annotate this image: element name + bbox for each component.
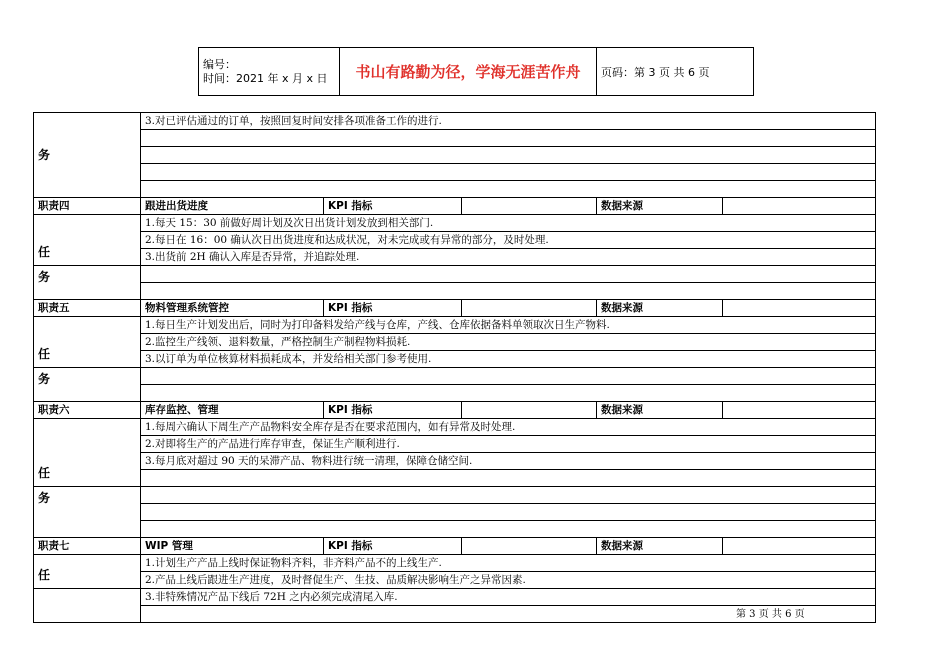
task-side-label: 务 xyxy=(34,487,141,538)
task-row xyxy=(34,555,876,572)
kpi-value xyxy=(462,402,597,419)
task-text: 3.出货前 2H 确认入库是否异常，并追踪处理. xyxy=(141,249,876,266)
page-footer: 第 3 页 共 6 页 xyxy=(736,609,805,620)
task-text: 2.每日在 16：00 确认次日出货进度和达成状况，对未完成或有异常的部分，及时处理. xyxy=(141,232,876,249)
kpi-value xyxy=(462,538,597,555)
task-row xyxy=(34,487,876,504)
task-side-label: 任 xyxy=(34,317,141,368)
task-row xyxy=(34,283,876,300)
task-text xyxy=(141,368,876,385)
task-text: 3.对已评估通过的订单，按照回复时间安排各项准备工作的进行. xyxy=(141,113,876,130)
task-text xyxy=(141,504,876,521)
task-row xyxy=(34,572,876,589)
task-text: 1.每天 15：30 前做好周计划及次日出货计划发放到相关部门. xyxy=(141,215,876,232)
time-label: 时间：2021 年 x 月 x 日 xyxy=(203,71,328,85)
duty-row xyxy=(34,198,876,215)
task-text xyxy=(141,470,876,487)
source-value xyxy=(723,300,876,317)
task-row xyxy=(34,249,876,266)
task-text xyxy=(141,147,876,164)
task-row xyxy=(34,334,876,351)
task-text: 1.每日生产计划发出后，同时为打印备料发给产线与仓库，产线、仓库依据备料单领取次日生产物料. xyxy=(141,317,876,334)
task-text: 3.每月底对超过 90 天的呆滞产品、物料进行统一清理，保障仓储空间. xyxy=(141,453,876,470)
task-row xyxy=(34,470,876,487)
task-row xyxy=(34,351,876,368)
task-row xyxy=(34,232,876,249)
task-text: 1.计划生产产品上线时保证物料齐料，非齐料产品不的上线生产. xyxy=(141,555,876,572)
task-text: 2.对即将生产的产品进行库存审查，保证生产顺利进行. xyxy=(141,436,876,453)
header-info-cell xyxy=(199,48,340,96)
kpi-value xyxy=(462,300,597,317)
task-side-label: 务 xyxy=(34,266,141,300)
kpi-label: KPI 指标 xyxy=(324,402,462,419)
source-value xyxy=(723,198,876,215)
task-text xyxy=(141,283,876,300)
task-text: 2.监控生产线领、退料数量，严格控制生产制程物料损耗. xyxy=(141,334,876,351)
task-row xyxy=(34,317,876,334)
task-row xyxy=(34,453,876,470)
task-side-label: 任 xyxy=(34,215,141,266)
header-table xyxy=(198,47,754,96)
task-text xyxy=(141,521,876,538)
duty-row xyxy=(34,538,876,555)
task-text: 3.以订单为单位核算材料损耗成本，并发给相关部门参考使用. xyxy=(141,351,876,368)
source-value xyxy=(723,402,876,419)
task-text xyxy=(141,266,876,283)
source-value xyxy=(723,538,876,555)
source-label: 数据来源 xyxy=(597,300,723,317)
number-label: 编号： xyxy=(203,57,236,71)
page-label: 页码：第 3 页 共 6 页 xyxy=(597,48,754,96)
duty-name: 库存监控、管理 xyxy=(141,402,324,419)
task-text xyxy=(141,385,876,402)
task-row xyxy=(34,215,876,232)
task-text: 1.每周六确认下周生产产品物料安全库存是否在要求范围内，如有异常及时处理. xyxy=(141,419,876,436)
source-label: 数据来源 xyxy=(597,538,723,555)
task-row xyxy=(34,266,876,283)
task-row xyxy=(34,368,876,385)
task-side-label xyxy=(34,589,141,623)
task-side-label: 任 xyxy=(34,419,141,487)
duty-name: 物料管理系统管控 xyxy=(141,300,324,317)
duty-row xyxy=(34,402,876,419)
task-text xyxy=(141,130,876,147)
task-row xyxy=(34,504,876,521)
duty-label: 职责七 xyxy=(34,538,141,555)
task-row xyxy=(34,589,876,606)
slogan: 书山有路勤为径，学海无涯苦作舟 xyxy=(340,48,597,96)
duty-label: 职责五 xyxy=(34,300,141,317)
task-row xyxy=(34,181,876,198)
duty-table xyxy=(33,112,876,623)
duty-label: 职责四 xyxy=(34,198,141,215)
kpi-value xyxy=(462,198,597,215)
kpi-label: KPI 指标 xyxy=(324,198,462,215)
task-text xyxy=(141,181,876,198)
task-row xyxy=(34,436,876,453)
kpi-label: KPI 指标 xyxy=(324,300,462,317)
task-row xyxy=(34,521,876,538)
duty-label: 职责六 xyxy=(34,402,141,419)
task-side-label: 务 xyxy=(34,368,141,402)
source-label: 数据来源 xyxy=(597,402,723,419)
task-side-label: 务 xyxy=(34,113,141,198)
task-side-label: 任 xyxy=(34,555,141,589)
task-text: 2.产品上线后跟进生产进度，及时督促生产、生技、品质解决影响生产之异常因素. xyxy=(141,572,876,589)
duty-row xyxy=(34,300,876,317)
task-row xyxy=(34,147,876,164)
kpi-label: KPI 指标 xyxy=(324,538,462,555)
task-text: 3.非特殊情况产品下线后 72H 之内必须完成清尾入库. xyxy=(141,589,876,606)
duty-table-body xyxy=(34,113,876,623)
duty-name: WIP 管理 xyxy=(141,538,324,555)
task-text xyxy=(141,487,876,504)
task-row xyxy=(34,130,876,147)
task-row xyxy=(34,113,876,130)
task-text xyxy=(141,164,876,181)
duty-name: 跟进出货进度 xyxy=(141,198,324,215)
task-row xyxy=(34,385,876,402)
task-row xyxy=(34,419,876,436)
source-label: 数据来源 xyxy=(597,198,723,215)
task-row xyxy=(34,164,876,181)
